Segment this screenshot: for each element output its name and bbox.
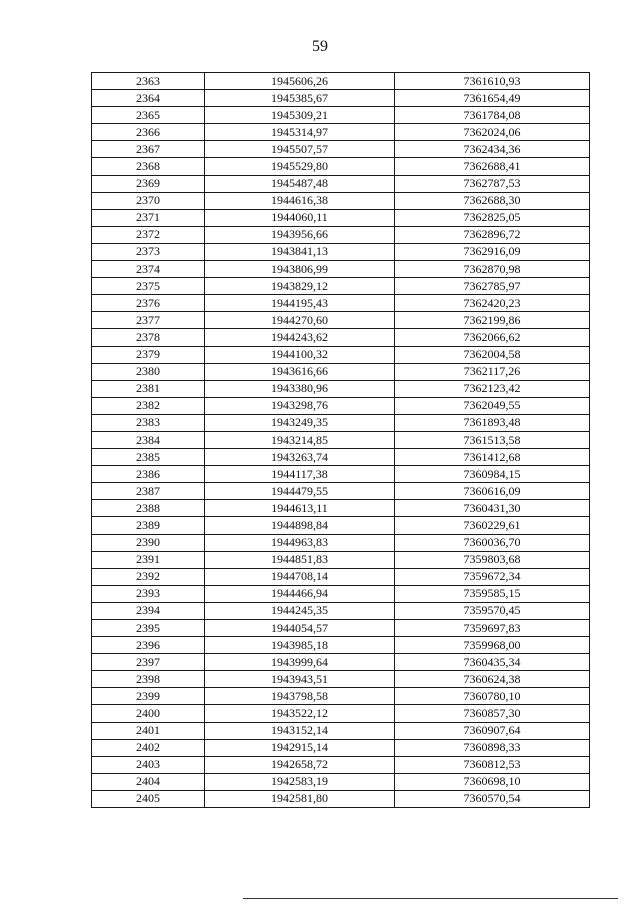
y-coordinate-cell: 7362199,86 [395, 312, 590, 329]
point-number-cell: 2373 [92, 243, 205, 260]
y-coordinate-cell: 7360780,10 [395, 688, 590, 705]
table-row [92, 329, 590, 346]
y-coordinate-cell: 7362825,05 [395, 209, 590, 226]
y-coordinate-cell: 7360812,53 [395, 756, 590, 773]
point-number-cell: 2402 [92, 739, 205, 756]
x-coordinate-cell: 1944851,83 [205, 551, 395, 568]
table-row [92, 312, 590, 329]
point-number-cell: 2389 [92, 517, 205, 534]
x-coordinate-cell: 1944616,38 [205, 192, 395, 209]
x-coordinate-cell: 1944060,11 [205, 209, 395, 226]
x-coordinate-cell: 1942915,14 [205, 739, 395, 756]
y-coordinate-cell: 7361893,48 [395, 414, 590, 431]
y-coordinate-cell: 7359968,00 [395, 637, 590, 654]
point-number-cell: 2367 [92, 141, 205, 158]
y-coordinate-cell: 7362420,23 [395, 295, 590, 312]
x-coordinate-cell: 1945487,48 [205, 175, 395, 192]
x-coordinate-cell: 1944243,62 [205, 329, 395, 346]
y-coordinate-cell: 7360570,54 [395, 790, 590, 807]
point-number-cell: 2364 [92, 90, 205, 107]
y-coordinate-cell: 7361412,68 [395, 449, 590, 466]
table-row [92, 397, 590, 414]
table-row [92, 90, 590, 107]
x-coordinate-cell: 1945309,21 [205, 107, 395, 124]
x-coordinate-cell: 1944613,11 [205, 500, 395, 517]
y-coordinate-cell: 7362896,72 [395, 226, 590, 243]
y-coordinate-cell: 7362049,55 [395, 397, 590, 414]
x-coordinate-cell: 1944898,84 [205, 517, 395, 534]
point-number-cell: 2399 [92, 688, 205, 705]
table-row [92, 773, 590, 790]
table-row [92, 568, 590, 585]
y-coordinate-cell: 7360907,64 [395, 722, 590, 739]
y-coordinate-cell: 7360984,15 [395, 466, 590, 483]
y-coordinate-cell: 7362117,26 [395, 363, 590, 380]
x-coordinate-cell: 1944466,94 [205, 585, 395, 602]
x-coordinate-cell: 1943943,51 [205, 671, 395, 688]
y-coordinate-cell: 7360624,38 [395, 671, 590, 688]
x-coordinate-cell: 1944195,43 [205, 295, 395, 312]
table-row [92, 551, 590, 568]
x-coordinate-cell: 1943829,12 [205, 278, 395, 295]
table-row [92, 449, 590, 466]
point-number-cell: 2371 [92, 209, 205, 226]
table-row [92, 688, 590, 705]
point-number-cell: 2405 [92, 790, 205, 807]
x-coordinate-cell: 1942658,72 [205, 756, 395, 773]
x-coordinate-cell: 1943214,85 [205, 431, 395, 448]
table-row [92, 346, 590, 363]
table-row [92, 534, 590, 551]
page-number: 59 [312, 38, 328, 55]
x-coordinate-cell: 1943263,74 [205, 449, 395, 466]
table-row [92, 466, 590, 483]
x-coordinate-cell: 1943806,99 [205, 261, 395, 278]
point-number-cell: 2378 [92, 329, 205, 346]
y-coordinate-cell: 7360857,30 [395, 705, 590, 722]
x-coordinate-cell: 1944100,32 [205, 346, 395, 363]
point-number-cell: 2396 [92, 637, 205, 654]
point-number-cell: 2369 [92, 175, 205, 192]
x-coordinate-cell: 1943249,35 [205, 414, 395, 431]
table-row [92, 141, 590, 158]
y-coordinate-cell: 7362434,36 [395, 141, 590, 158]
point-number-cell: 2384 [92, 431, 205, 448]
table-row [92, 431, 590, 448]
y-coordinate-cell: 7361654,49 [395, 90, 590, 107]
y-coordinate-cell: 7360698,10 [395, 773, 590, 790]
x-coordinate-cell: 1945385,67 [205, 90, 395, 107]
x-coordinate-cell: 1945314,97 [205, 124, 395, 141]
point-number-cell: 2363 [92, 73, 205, 90]
x-coordinate-cell: 1944270,60 [205, 312, 395, 329]
y-coordinate-cell: 7361513,58 [395, 431, 590, 448]
table-row [92, 192, 590, 209]
table-row [92, 602, 590, 619]
x-coordinate-cell: 1945529,80 [205, 158, 395, 175]
x-coordinate-cell: 1943985,18 [205, 637, 395, 654]
y-coordinate-cell: 7359803,68 [395, 551, 590, 568]
y-coordinate-cell: 7362024,06 [395, 124, 590, 141]
point-number-cell: 2404 [92, 773, 205, 790]
x-coordinate-cell: 1944117,38 [205, 466, 395, 483]
coordinates-table-body [92, 73, 590, 808]
y-coordinate-cell: 7360435,34 [395, 654, 590, 671]
point-number-cell: 2397 [92, 654, 205, 671]
y-coordinate-cell: 7359570,45 [395, 602, 590, 619]
table-row [92, 295, 590, 312]
y-coordinate-cell: 7359585,15 [395, 585, 590, 602]
y-coordinate-cell: 7359697,83 [395, 620, 590, 637]
point-number-cell: 2387 [92, 483, 205, 500]
point-number-cell: 2374 [92, 261, 205, 278]
x-coordinate-cell: 1943380,96 [205, 380, 395, 397]
point-number-cell: 2392 [92, 568, 205, 585]
x-coordinate-cell: 1943298,76 [205, 397, 395, 414]
x-coordinate-cell: 1944708,14 [205, 568, 395, 585]
y-coordinate-cell: 7362785,97 [395, 278, 590, 295]
point-number-cell: 2398 [92, 671, 205, 688]
table-row [92, 226, 590, 243]
table-row [92, 278, 590, 295]
x-coordinate-cell: 1942581,80 [205, 790, 395, 807]
table-row [92, 756, 590, 773]
x-coordinate-cell: 1945507,57 [205, 141, 395, 158]
table-row [92, 243, 590, 260]
y-coordinate-cell: 7362688,30 [395, 192, 590, 209]
x-coordinate-cell: 1943999,64 [205, 654, 395, 671]
y-coordinate-cell: 7362066,62 [395, 329, 590, 346]
table-row [92, 500, 590, 517]
table-row [92, 585, 590, 602]
table-row [92, 517, 590, 534]
point-number-cell: 2368 [92, 158, 205, 175]
table-row [92, 261, 590, 278]
x-coordinate-cell: 1943798,58 [205, 688, 395, 705]
table-row [92, 107, 590, 124]
table-row [92, 671, 590, 688]
x-coordinate-cell: 1944963,83 [205, 534, 395, 551]
y-coordinate-cell: 7360229,61 [395, 517, 590, 534]
table-row [92, 739, 590, 756]
point-number-cell: 2395 [92, 620, 205, 637]
table-row [92, 158, 590, 175]
table-row [92, 414, 590, 431]
table-row [92, 654, 590, 671]
y-coordinate-cell: 7361610,93 [395, 73, 590, 90]
point-number-cell: 2376 [92, 295, 205, 312]
y-coordinate-cell: 7360431,30 [395, 500, 590, 517]
x-coordinate-cell: 1942583,19 [205, 773, 395, 790]
point-number-cell: 2377 [92, 312, 205, 329]
table-row [92, 722, 590, 739]
x-coordinate-cell: 1943152,14 [205, 722, 395, 739]
point-number-cell: 2391 [92, 551, 205, 568]
point-number-cell: 2401 [92, 722, 205, 739]
point-number-cell: 2386 [92, 466, 205, 483]
point-number-cell: 2365 [92, 107, 205, 124]
point-number-cell: 2366 [92, 124, 205, 141]
y-coordinate-cell: 7362787,53 [395, 175, 590, 192]
y-coordinate-cell: 7362123,42 [395, 380, 590, 397]
point-number-cell: 2380 [92, 363, 205, 380]
coordinates-table [91, 72, 590, 808]
y-coordinate-cell: 7362004,58 [395, 346, 590, 363]
point-number-cell: 2390 [92, 534, 205, 551]
table-row [92, 790, 590, 807]
x-coordinate-cell: 1944479,55 [205, 483, 395, 500]
point-number-cell: 2370 [92, 192, 205, 209]
point-number-cell: 2403 [92, 756, 205, 773]
table-row [92, 620, 590, 637]
x-coordinate-cell: 1944245,35 [205, 602, 395, 619]
table-row [92, 363, 590, 380]
x-coordinate-cell: 1944054,57 [205, 620, 395, 637]
table-row [92, 73, 590, 90]
point-number-cell: 2381 [92, 380, 205, 397]
x-coordinate-cell: 1945606,26 [205, 73, 395, 90]
x-coordinate-cell: 1943522,12 [205, 705, 395, 722]
point-number-cell: 2400 [92, 705, 205, 722]
table-row [92, 483, 590, 500]
table-row [92, 637, 590, 654]
point-number-cell: 2379 [92, 346, 205, 363]
table-row [92, 124, 590, 141]
table-row [92, 380, 590, 397]
y-coordinate-cell: 7360898,33 [395, 739, 590, 756]
y-coordinate-cell: 7362916,09 [395, 243, 590, 260]
x-coordinate-cell: 1943956,66 [205, 226, 395, 243]
point-number-cell: 2388 [92, 500, 205, 517]
y-coordinate-cell: 7360036,70 [395, 534, 590, 551]
point-number-cell: 2375 [92, 278, 205, 295]
point-number-cell: 2383 [92, 414, 205, 431]
bottom-rule [243, 898, 618, 899]
y-coordinate-cell: 7360616,09 [395, 483, 590, 500]
point-number-cell: 2385 [92, 449, 205, 466]
y-coordinate-cell: 7359672,34 [395, 568, 590, 585]
x-coordinate-cell: 1943616,66 [205, 363, 395, 380]
point-number-cell: 2372 [92, 226, 205, 243]
table-row [92, 175, 590, 192]
y-coordinate-cell: 7362688,41 [395, 158, 590, 175]
table-row [92, 705, 590, 722]
point-number-cell: 2394 [92, 602, 205, 619]
point-number-cell: 2382 [92, 397, 205, 414]
point-number-cell: 2393 [92, 585, 205, 602]
y-coordinate-cell: 7361784,08 [395, 107, 590, 124]
table-row [92, 209, 590, 226]
y-coordinate-cell: 7362870,98 [395, 261, 590, 278]
x-coordinate-cell: 1943841,13 [205, 243, 395, 260]
